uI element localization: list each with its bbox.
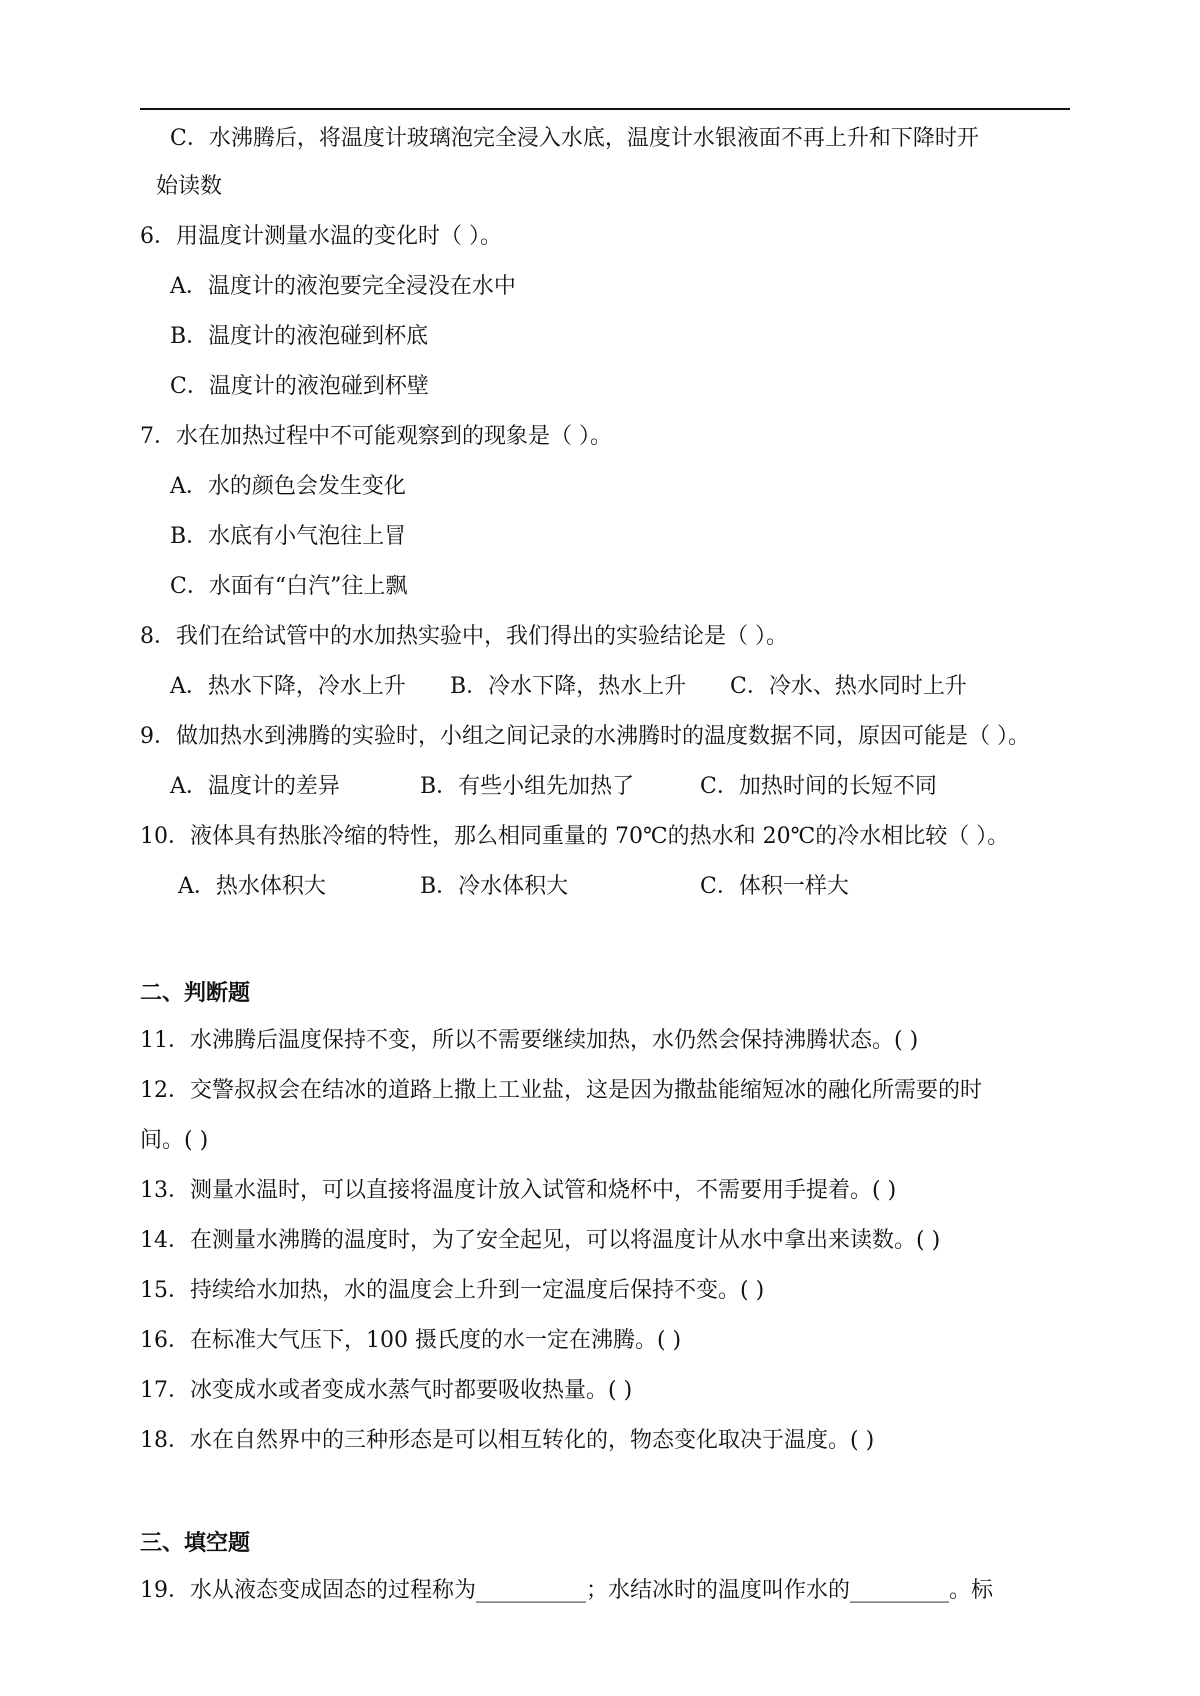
q13: 13．测量水温时，可以直接将温度计放入试管和烧杯中，不需要用手提着。( ) (140, 1178, 897, 1203)
q15: 15．持续给水加热，水的温度会上升到一定温度后保持不变。( ) (140, 1278, 765, 1303)
q10-stem: 10．液体具有热胀冷缩的特性，那么相同重量的 70℃的热水和 20℃的冷水相比较（ ）。 (140, 824, 1010, 849)
q7-option-c: C．水面有“白汽”往上飘 (170, 574, 408, 599)
q12-line2: 间。( ) (140, 1128, 209, 1153)
q5-option-c-line2: 始读数 (156, 174, 223, 199)
q6-option-b: B．温度计的液泡碰到杯底 (170, 324, 429, 349)
q9-option-a: A．温度计的差异 (170, 774, 340, 799)
q9-option-c: C．加热时间的长短不同 (700, 774, 937, 799)
q8-option-b: B．冷水下降，热水上升 (450, 674, 687, 699)
q10-option-a: A．热水体积大 (178, 874, 326, 899)
q16: 16．在标准大气压下，100 摄氏度的水一定在沸腾。( ) (140, 1328, 682, 1353)
q17: 17．冰变成水或者变成水蒸气时都要吸收热量。( ) (140, 1378, 633, 1403)
section3-title: 三、填空题 (140, 1530, 251, 1556)
q9-stem: 9．做加热水到沸腾的实验时，小组之间记录的水沸腾时的温度数据不同，原因可能是（ ）。 (140, 724, 1030, 749)
q14: 14．在测量水沸腾的温度时，为了安全起见，可以将温度计从水中拿出来读数。( ) (140, 1228, 941, 1253)
q10-option-c: C．体积一样大 (700, 874, 849, 899)
q11: 11．水沸腾后温度保持不变，所以不需要继续加热，水仍然会保持沸腾状态。( ) (140, 1028, 919, 1053)
q8-option-a: A．热水下降，冷水上升 (170, 674, 406, 699)
q7-option-a: A．水的颜色会发生变化 (170, 474, 406, 499)
q18: 18．水在自然界中的三种形态是可以相互转化的，物态变化取决于温度。( ) (140, 1428, 875, 1453)
q7-stem: 7．水在加热过程中不可能观察到的现象是（ ）。 (140, 424, 612, 449)
q19: 19．水从液态变成固态的过程称为__________；水结冰时的温度叫作水的_________。标 (140, 1578, 993, 1603)
q12-line1: 12．交警叔叔会在结冰的道路上撒上工业盐，这是因为撒盐能缩短冰的融化所需要的时 (140, 1078, 982, 1103)
section2-title: 二、判断题 (140, 980, 251, 1006)
q6-option-c: C．温度计的液泡碰到杯壁 (170, 374, 429, 399)
q8-stem: 8．我们在给试管中的水加热实验中，我们得出的实验结论是（ ）。 (140, 624, 788, 649)
q5-option-c-line1: C．水沸腾后，将温度计玻璃泡完全浸入水底，温度计水银液面不再上升和下降时开 (170, 126, 979, 151)
q6-option-a: A．温度计的液泡要完全浸没在水中 (170, 274, 516, 299)
header-rule (140, 108, 1070, 110)
q8-option-c: C．冷水、热水同时上升 (730, 674, 967, 699)
q9-option-b: B．有些小组先加热了 (420, 774, 635, 799)
q7-option-b: B．水底有小气泡往上冒 (170, 524, 407, 549)
q10-option-b: B．冷水体积大 (420, 874, 569, 899)
q6-stem: 6．用温度计测量水温的变化时（ ）。 (140, 224, 502, 249)
